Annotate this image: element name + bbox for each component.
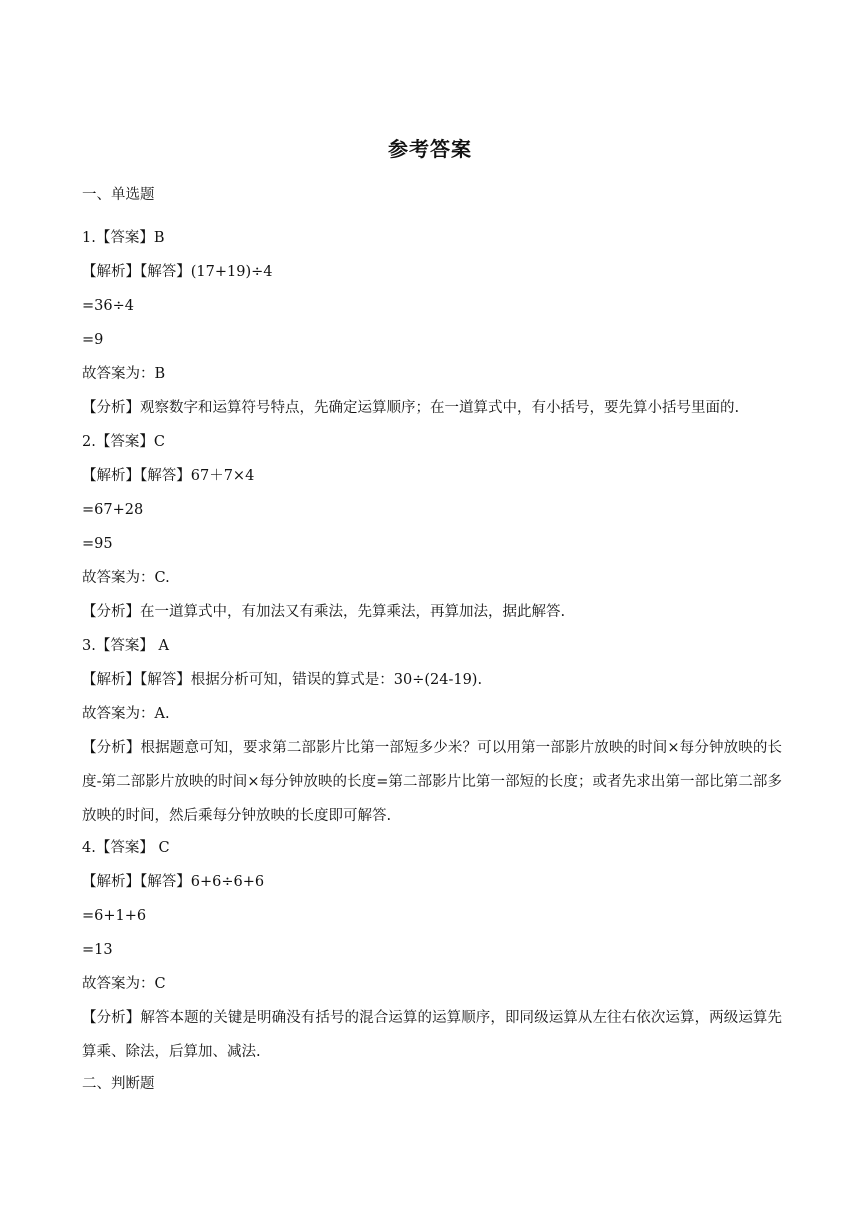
q1-analysis: 【分析】观察数字和运算符号特点，先确定运算顺序；在一道算式中，有小括号，要先算小括号里面的. bbox=[82, 400, 740, 416]
section-heading-single-choice: 一、单选题 bbox=[82, 187, 155, 203]
q2-analysis: 【分析】在一道算式中，有加法又有乘法，先算乘法，再算加法，据此解答. bbox=[82, 604, 566, 620]
q1-answer: 1.【答案】B bbox=[82, 230, 165, 246]
q2-step-2: =95 bbox=[82, 536, 113, 552]
q4-analysis: 【分析】解答本题的关键是明确没有括号的混合运算的运算顺序，即同级运算从左往右依次运算，两级运算先算乘、除法，后算加、减法. bbox=[82, 1010, 782, 1060]
q2-conclusion: 故答案为：C. bbox=[82, 570, 170, 586]
q3-conclusion: 故答案为：A. bbox=[82, 706, 170, 722]
q3-analysis: 【分析】根据题意可知，要求第二部影片比第一部短多少米？可以用第一部影片放映的时间×每分钟放映的长度-第二部影片放映的时间×每分钟放映的长度=第二部影片比第一部短的长度；或者先求出第一部比第二部多放映的时间，然后乘每分钟放映的长度即可解答. bbox=[82, 740, 782, 824]
q3-answer: 3.【答案】 A bbox=[82, 638, 169, 654]
q2-answer: 2.【答案】C bbox=[82, 434, 165, 450]
q1-step-1: =36÷4 bbox=[82, 298, 134, 314]
q4-answer: 4.【答案】 C bbox=[82, 840, 170, 856]
q4-step-1: =6+1+6 bbox=[82, 908, 147, 924]
q1-solution: 【解析】【解答】(17+19)÷4 bbox=[82, 264, 273, 280]
q2-step-1: =67+28 bbox=[82, 502, 144, 518]
q1-conclusion: 故答案为：B bbox=[82, 366, 166, 382]
section-heading-true-false: 二、判断题 bbox=[82, 1076, 155, 1092]
q1-step-2: =9 bbox=[82, 332, 104, 348]
q3-solution: 【解析】【解答】根据分析可知，错误的算式是：30÷(24-19). bbox=[82, 672, 483, 688]
q2-solution: 【解析】【解答】67＋7×4 bbox=[82, 468, 255, 484]
q4-conclusion: 故答案为：C bbox=[82, 976, 166, 992]
page-title: 参考答案 bbox=[388, 137, 472, 161]
q4-step-2: =13 bbox=[82, 942, 113, 958]
q4-solution: 【解析】【解答】6+6÷6+6 bbox=[82, 874, 265, 890]
